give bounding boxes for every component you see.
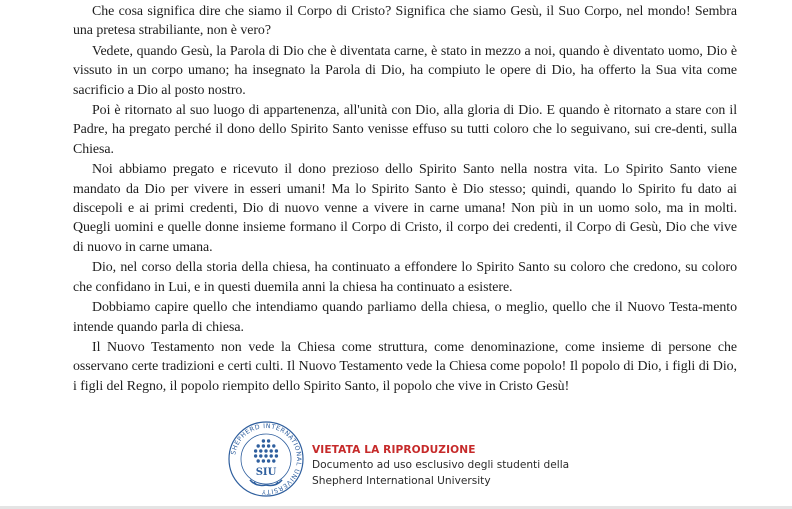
paragraph: Che cosa significa dire che siamo il Corpo di Cristo? Significa che siamo Gesù, il Suo Corpo, nel mondo! Sembra una pretesa strabiliante, non è vero? <box>73 4 737 39</box>
seal-dot <box>275 449 278 452</box>
seal-dot <box>272 459 275 462</box>
seal-dot <box>259 449 262 452</box>
paragraph: Noi abbiamo pregato e ricevuto il dono prezioso dello Spirito Santo nella nostra vita. Lo Spirito Santo viene mandato da Dio per vivere in esseri umani! Ma lo Spirito Santo è Dio stesso; quindi, quando lo Spirito fu dato ai discepoli e ai primi credenti, Dio di nuovo venne a vivere in carne umana! Non più in un uomo solo, ma in molti. Quegli uomini e quelle donne insieme formano il Corpo di Cristo, il corpo dei credenti, il Corpo di Gesù, Dio che vive di nuovo in carne umana. <box>73 162 737 255</box>
seal-dot <box>262 459 265 462</box>
seal-dot <box>264 454 267 457</box>
seal-dot <box>257 444 260 447</box>
svg-text:SIU: SIU <box>255 467 277 478</box>
seal-dot <box>270 454 273 457</box>
seal-dot <box>267 439 270 442</box>
seal-dot <box>267 459 270 462</box>
usage-note-line2: Shepherd International University <box>312 475 491 487</box>
body-text <box>73 2 737 397</box>
paragraph: Dio, nel corso della storia della chiesa, ha continuato a effondere lo Spirito Santo su coloro che credono, su coloro che confidano in Lui, e in questi duemila anni la chiesa ha continuato a esistere. <box>73 260 737 295</box>
paragraph: Dobbiamo capire quello che intendiamo quando parliamo della chiesa, o meglio, quello che il Nuovo Testa-mento intende quando parla di chiesa. <box>73 300 737 335</box>
seal-dot <box>275 454 278 457</box>
seal-dot <box>254 454 257 457</box>
paragraph: Vedete, quando Gesù, la Parola di Dio che è diventata carne, è stato in mezzo a noi, quando è diventato uomo, Dio è vissuto in un corpo umano; ha insegnato la Parola di Dio, ha compiuto le opere di Dio, ha offerto la Sua vita come sacrificio a Dio al posto nostro. <box>73 43 737 98</box>
paragraph: Il Nuovo Testamento non vede la Chiesa come struttura, come denominazione, come insieme di persone che osservano certe tradizioni e certi culti. Il Nuovo Testamento vede la Chiesa come popolo! Il popolo di Dio, i figli di Dio, i figli del Regno, il popolo riempito dello Spirito Santo, il popolo che vive in Cristo Gesù! <box>73 339 737 394</box>
seal-dot <box>257 459 260 462</box>
svg-text:SHEPHERD INTERNATIONAL UNIVERS: SHEPHERD INTERNATIONAL UNIVERSITY <box>230 422 303 496</box>
seal-dot <box>259 454 262 457</box>
copyright-warning: VIETATA LA RIPRODUZIONE <box>312 444 476 456</box>
seal-dot <box>264 449 267 452</box>
seal-dot <box>270 449 273 452</box>
paragraph: Poi è ritornato al suo luogo di appartenenza, all'unità con Dio, alla gloria di Dio. E quando è ritornato a stare con il Padre, ha pregato perché il dono dello Spirito Santo venisse effuso su tutti coloro che lo seguivano, sui cre-denti, sulla Chiesa. <box>73 103 737 157</box>
footer-text <box>312 443 592 489</box>
usage-note-line1: Documento ad uso esclusivo degli studenti della <box>312 459 570 471</box>
seal-dot <box>267 444 270 447</box>
footer <box>226 419 586 499</box>
seal-dot <box>254 449 257 452</box>
university-seal-logo <box>226 419 306 499</box>
seal-dot <box>262 439 265 442</box>
seal-dot <box>272 444 275 447</box>
seal-dot <box>262 444 265 447</box>
